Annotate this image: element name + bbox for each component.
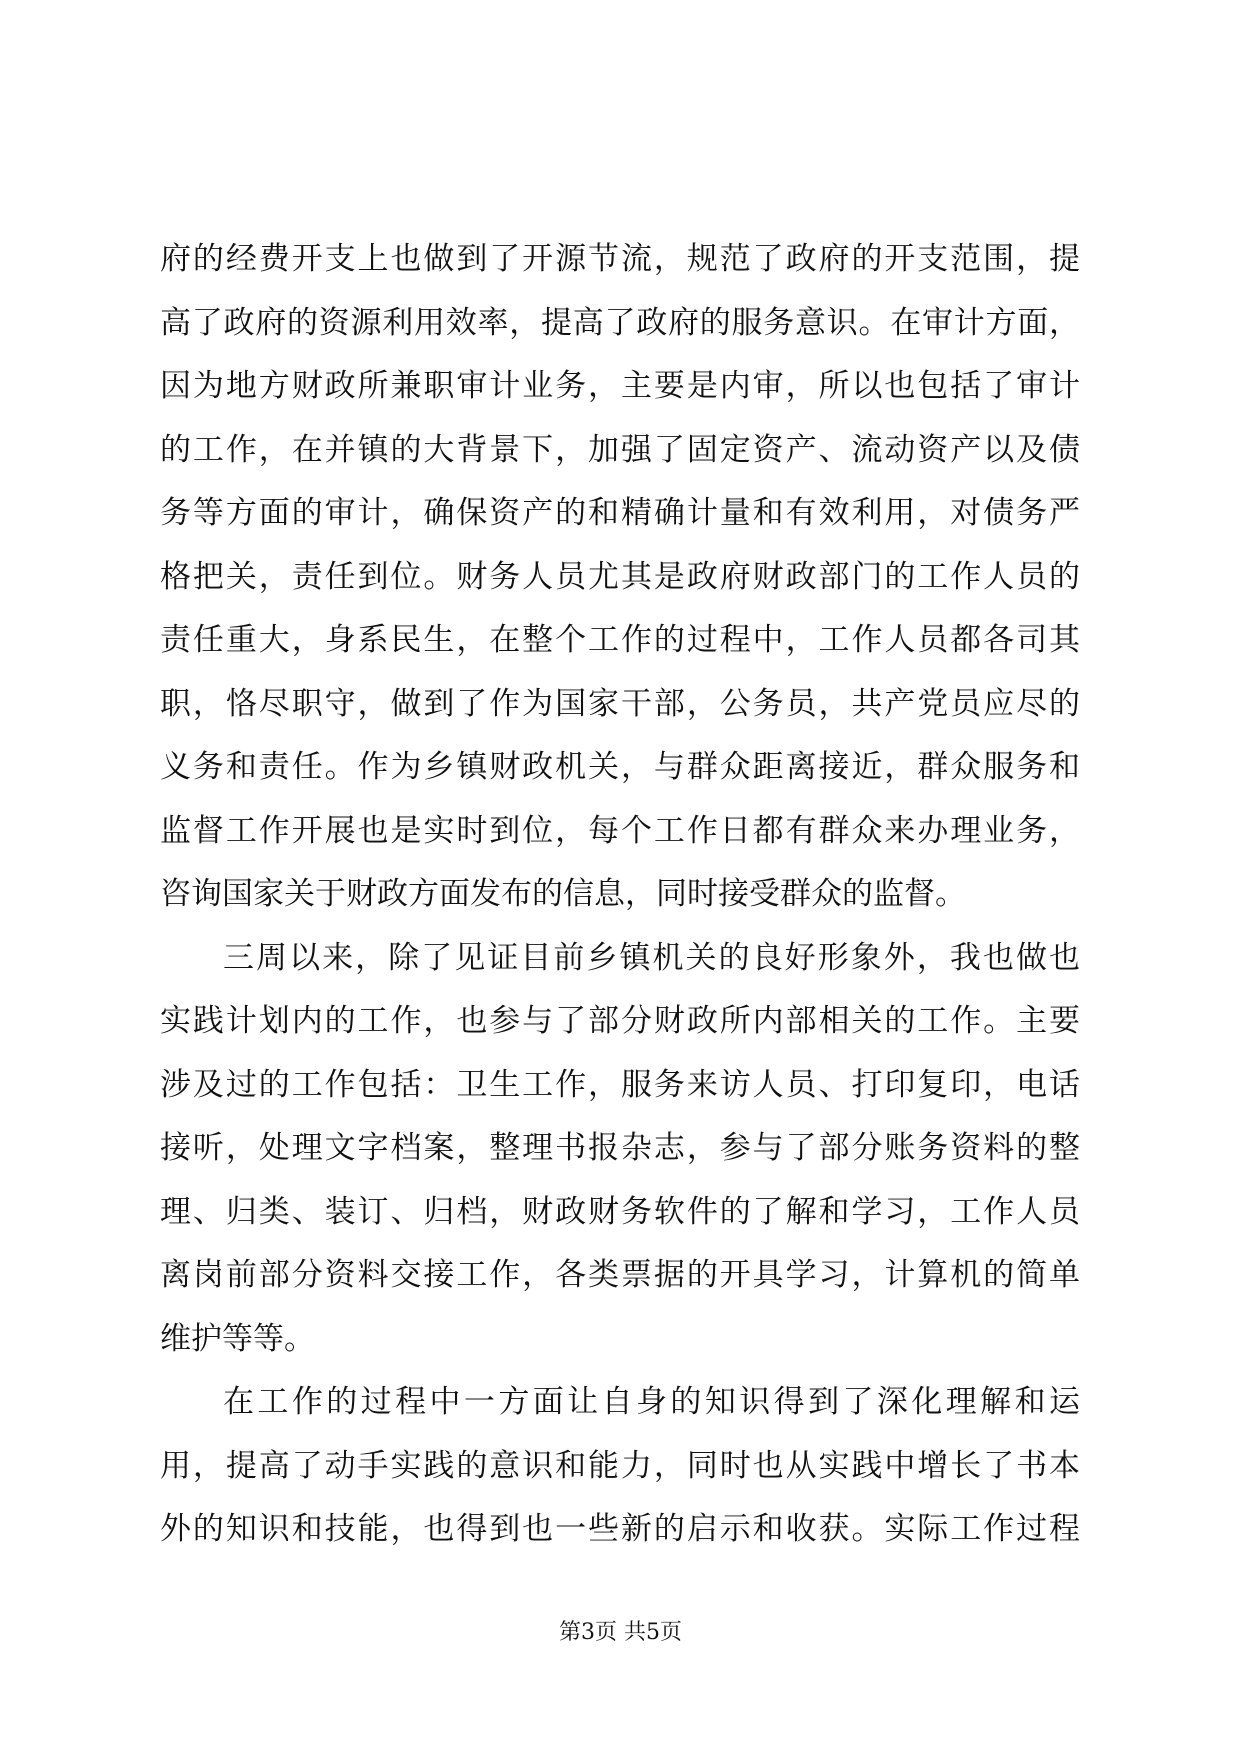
text-line: 职，恪尽职守，做到了作为国家干部，公务员，共产党员应尽的 xyxy=(160,685,1080,722)
text-line: 外的知识和技能，也得到也一些新的启示和收获。实际工作过程 xyxy=(160,1511,1080,1547)
text-line: 接听，处理文字档案，整理书报杂志，参与了部分账务资料的整 xyxy=(160,1130,1080,1166)
text-line: 涉及过的工作包括：卫生工作，服务来访人员、打印复印，电话 xyxy=(160,1066,1080,1103)
body-text xyxy=(160,228,1080,1562)
text-line: 府的经费开支上也做到了开源节流，规范了政府的开支范围，提 xyxy=(160,241,1080,277)
text-line: 监督工作开展也是实时到位，每个工作日都有群众来办理业务， xyxy=(160,812,1080,849)
text-line: 咨询国家关于财政方面发布的信息，同时接受群众的监督。 xyxy=(160,876,966,912)
text-line: 实践计划内的工作，也参与了部分财政所内部相关的工作。主要 xyxy=(160,1003,1080,1039)
page-footer: 第3页 共5页 xyxy=(559,1620,682,1645)
text-line: 三周以来，除了见证目前乡镇机关的良好形象外，我也做也 xyxy=(223,939,1080,976)
text-line: 义务和责任。作为乡镇财政机关，与群众距离接近，群众服务和 xyxy=(160,749,1080,785)
text-line: 维护等等。 xyxy=(160,1320,315,1357)
text-line: 高了政府的资源利用效率，提高了政府的服务意识。在审计方面， xyxy=(160,304,1080,341)
text-line: 责任重大，身系民生，在整个工作的过程中，工作人员都各司其 xyxy=(160,622,1080,658)
text-line: 理、归类、装订、归档，财政财务软件的了解和学习，工作人员 xyxy=(160,1193,1080,1230)
text-line: 在工作的过程中一方面让自身的知识得到了深化理解和运 xyxy=(223,1384,1080,1420)
text-line: 务等方面的审计，确保资产的和精确计量和有效利用，对债务严 xyxy=(160,495,1080,531)
text-line: 离岗前部分资料交接工作，各类票据的开具学习，计算机的简单 xyxy=(160,1257,1080,1293)
text-line: 的工作，在并镇的大背景下，加强了固定资产、流动资产以及债 xyxy=(160,431,1080,468)
text-line: 因为地方财政所兼职审计业务，主要是内审，所以也包括了审计 xyxy=(160,368,1080,404)
text-line: 用，提高了动手实践的意识和能力，同时也从实践中增长了书本 xyxy=(160,1447,1080,1484)
text-line: 格把关，责任到位。财务人员尤其是政府财政部门的工作人员的 xyxy=(160,558,1080,595)
